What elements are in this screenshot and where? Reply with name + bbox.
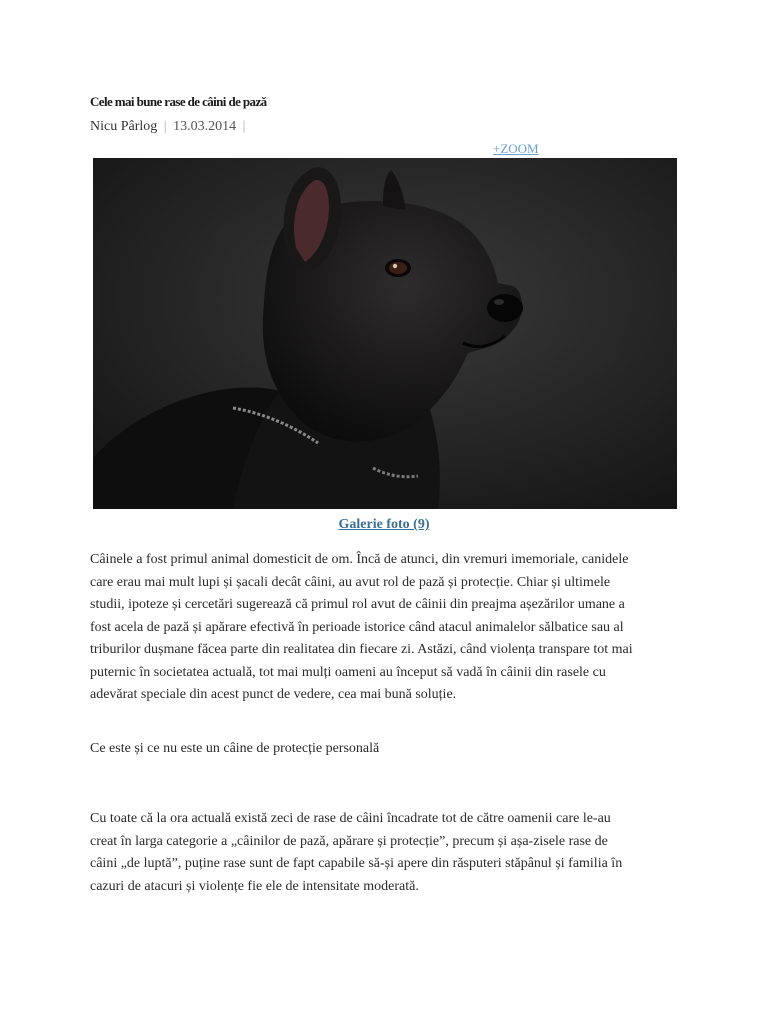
paragraph-line: cazuri de atacuri și violențe fie ele de intensitate moderată. — [90, 878, 419, 894]
paragraph-line: triburilor dușmane făcea parte din realitatea din fiecare zi. Astăzi, când violența transpare tot mai — [90, 642, 633, 657]
article-photo[interactable] — [93, 158, 677, 509]
paragraph-line: care erau mai mult lupi și șacali decât câini, au avut rol de pază și protecție. Chiar și ultimele — [90, 574, 611, 590]
byline-separator-trailing: | — [242, 119, 246, 134]
paragraph-line: adevărat speciale din acest punct de vedere, cea mai bună soluție. — [90, 687, 457, 702]
paragraph-line: câini „de luptă”, puține rase sunt de fapt capabile să-și apere din răsputeri stăpânul și familia în — [90, 856, 623, 871]
paragraph-line: puternic în societatea actuală, tot mai mulți oameni au început să vadă în câinii din rasele cu — [90, 664, 606, 680]
article-paragraph-1 — [90, 549, 680, 707]
article-paragraph-2 — [90, 808, 680, 898]
section-subheading: Ce este și ce nu este un câine de protecție personală — [90, 741, 380, 756]
paragraph-line: creat în larga categorie a „câinilor de pază, apărare și protecție”, precum și așa-zisele rase de — [90, 833, 608, 849]
paragraph-line: studii, ipoteze și cercetări sugerează că primul rol avut de câinii din preajma așezărilor umane a — [90, 597, 625, 612]
byline — [90, 119, 248, 135]
paragraph-line: fost acela de pază și apărare efectivă în perioade istorice când atacul animalelor sălbatice sau al — [90, 619, 624, 635]
paragraph-line: Câinele a fost primul animal domesticit de om. Încă de atunci, din vremuri imemoriale, canidele — [90, 552, 629, 567]
publish-date: 13.03.2014 — [173, 119, 237, 134]
dog-photo-illustration — [93, 158, 677, 509]
photo-gallery-link[interactable]: Galerie foto (9) — [338, 517, 430, 532]
byline-separator: | — [163, 119, 167, 134]
zoom-link[interactable]: +ZOOM — [493, 141, 539, 156]
author-name[interactable]: Nicu Pârlog — [90, 119, 158, 134]
paragraph-line: Cu toate că la ora actuală există zeci de rase de câini încadrate tot de către oamenii care le-au — [90, 811, 611, 826]
article-title: Cele mai bune rase de câini de pază — [90, 94, 267, 109]
